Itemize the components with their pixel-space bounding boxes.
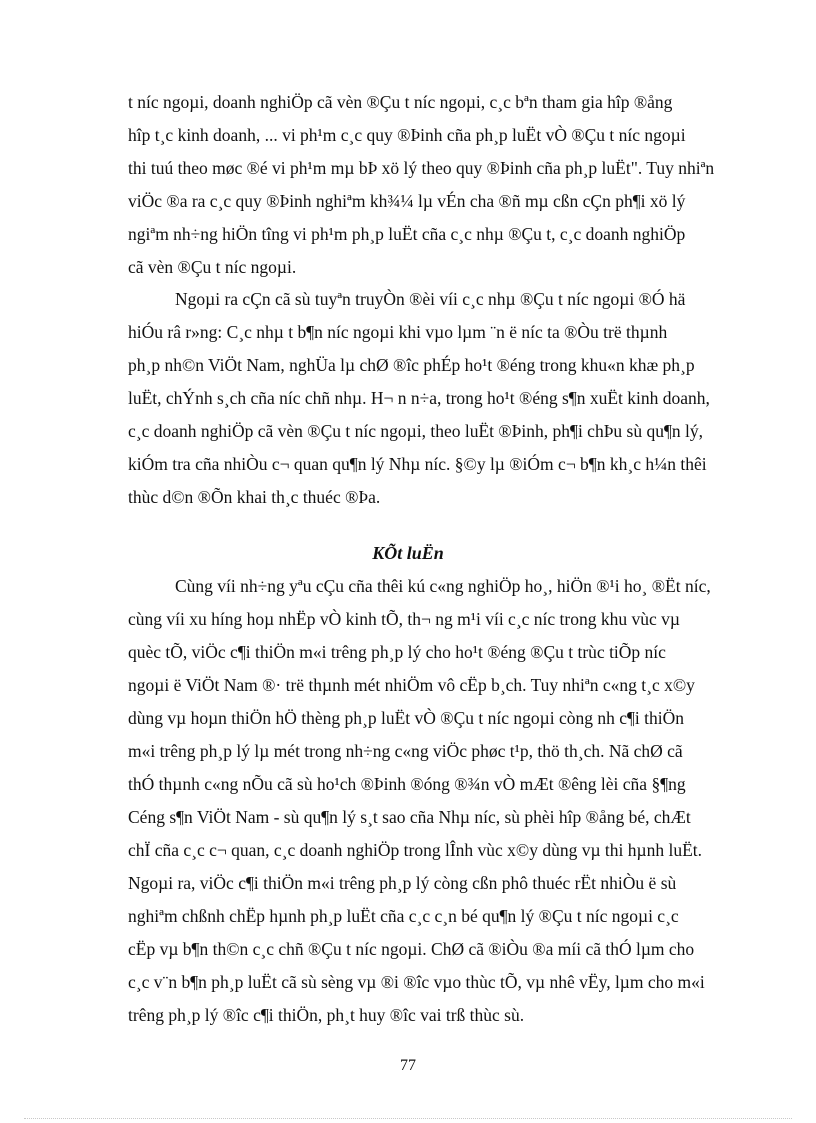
paragraph-2 [128, 283, 710, 514]
paragraph-1 [128, 86, 715, 284]
text-line: dùng vµ hoµn thiÖn hÖ thèng ph¸p luËt vÒ ®Çu t níc ngoµi còng nh c¶i thiÖn [128, 708, 685, 728]
text-line: Ngoµi ra cÇn cã sù tuyªn truyÒn ®èi víi c¸c nhµ ®Çu t níc ngoµi ®Ó hä [175, 289, 686, 309]
text-line: ngoµi ë ViÖt Nam ®· trë thµnh mét nhiÖm vô cËp b¸ch. Tuy nhiªn c«ng t¸c x©y [128, 675, 695, 695]
text-line: thi tuú theo møc ®é vi ph¹m mµ bÞ xö lý theo quy ®Þinh cña ph¸p luËt". Tuy nhiªn [128, 158, 715, 178]
page-number: 77 [400, 1057, 416, 1074]
text-line: cËp vµ b¶n th©n c¸c chñ ®Çu t níc ngoµi. ChØ cã ®iÒu ®a míi cã thÓ lµm cho [128, 939, 695, 959]
text-line: thùc d©n ®Õn khai th¸c thuéc ®Þa. [128, 487, 381, 507]
text-line: ph¸p nh©n ViÖt Nam, nghÜa lµ chØ ®îc phÉp ho¹t ®éng trong khu«n khæ ph¸p [128, 355, 695, 375]
text-line: cùng víi xu híng hoµ nhËp vÒ kinh tÕ, th¬ ng m¹i víi c¸c níc trong khu vùc vµ [128, 609, 680, 629]
text-line: Cùng víi nh÷ng yªu cÇu cña thêi kú c«ng nghiÖp ho¸, hiÖn ®¹i ho¸ ®Ët níc, [175, 576, 711, 596]
text-line: c¸c v¨n b¶n ph¸p luËt cã sù sèng vµ ®i ®îc vµo thùc tÕ, vµ nhê vËy, lµm cho m«i [128, 972, 705, 992]
text-line: hiÓu râ r»ng: C¸c nhµ t b¶n níc ngoµi khi vµo lµm ¨n ë níc ta ®Òu trë thµnh [128, 322, 668, 342]
text-line: Ngoµi ra, viÖc c¶i thiÖn m«i trêng ph¸p lý còng cßn phô thuéc rËt nhiÒu ë sù [128, 873, 677, 893]
text-line: cã vèn ®Çu t níc ngoµi. [128, 257, 297, 277]
text-line: ngiªm nh÷ng hiÖn tîng vi ph¹m ph¸p luËt cña c¸c nhµ ®Çu t, c¸c doanh nghiÖp [128, 224, 686, 244]
text-line: nghiªm chßnh chËp hµnh ph¸p luËt cña c¸c c¸n bé qu¶n lý ®Çu t níc ngoµi c¸c [128, 906, 679, 926]
section-heading: KÕt luËn [372, 543, 444, 563]
text-line: chÏ cña c¸c c¬ quan, c¸c doanh nghiÖp trong lÎnh vùc x©y dùng vµ thi hµnh luËt. [128, 840, 703, 860]
footer-divider [24, 1118, 792, 1119]
paragraph-3 [128, 570, 711, 1032]
text-line: c¸c doanh nghiÖp cã vèn ®Çu t níc ngoµi, theo luËt ®Þinh, ph¶i chÞu sù qu¶n lý, [128, 421, 704, 441]
text-line: thÓ thµnh c«ng nÕu cã sù ho¹ch ®Þinh ®óng ®¾n vÒ mÆt ®êng lèi cña §¶ng [128, 774, 686, 794]
text-line: viÖc ®a ra c¸c quy ®Þinh nghiªm kh¾¼ lµ vÉn cha ®ñ mµ cßn cÇn ph¶i xö lý [128, 191, 686, 211]
text-line: hîp t¸c kinh doanh, ... vi ph¹m c¸c quy ®Þinh cña ph¸p luËt vÒ ®Çu t níc ngoµi [128, 125, 686, 145]
text-line: t níc ngoµi, doanh nghiÖp cã vèn ®Çu t níc ngoµi, c¸c bªn tham gia hîp ®ång [128, 92, 673, 112]
text-line: trêng ph¸p lý ®îc c¶i thiÖn, ph¸t huy ®îc vai trß thùc sù. [128, 1005, 525, 1025]
text-line: kiÓm tra cña nhiÒu c¬ quan qu¶n lý Nhµ níc. §©y lµ ®iÓm c¬ b¶n kh¸c h¼n thêi [128, 454, 707, 474]
text-line: luËt, chÝnh s¸ch cña níc chñ nhµ. H¬ n n÷a, trong ho¹t ®éng s¶n xuËt kinh doanh, [128, 388, 710, 408]
text-line: m«i trêng ph¸p lý lµ mét trong nh÷ng c«ng viÖc phøc t¹p, thö th¸ch. Nã chØ cã [128, 741, 683, 761]
text-line: quèc tÕ, viÖc c¶i thiÖn m«i trêng ph¸p lý cho ho¹t ®éng ®Çu t trùc tiÕp níc [128, 642, 666, 662]
text-line: Céng s¶n ViÖt Nam - sù qu¶n lý s¸t sao cña Nhµ níc, sù phèi hîp ®ång bé, chÆt [128, 807, 691, 827]
